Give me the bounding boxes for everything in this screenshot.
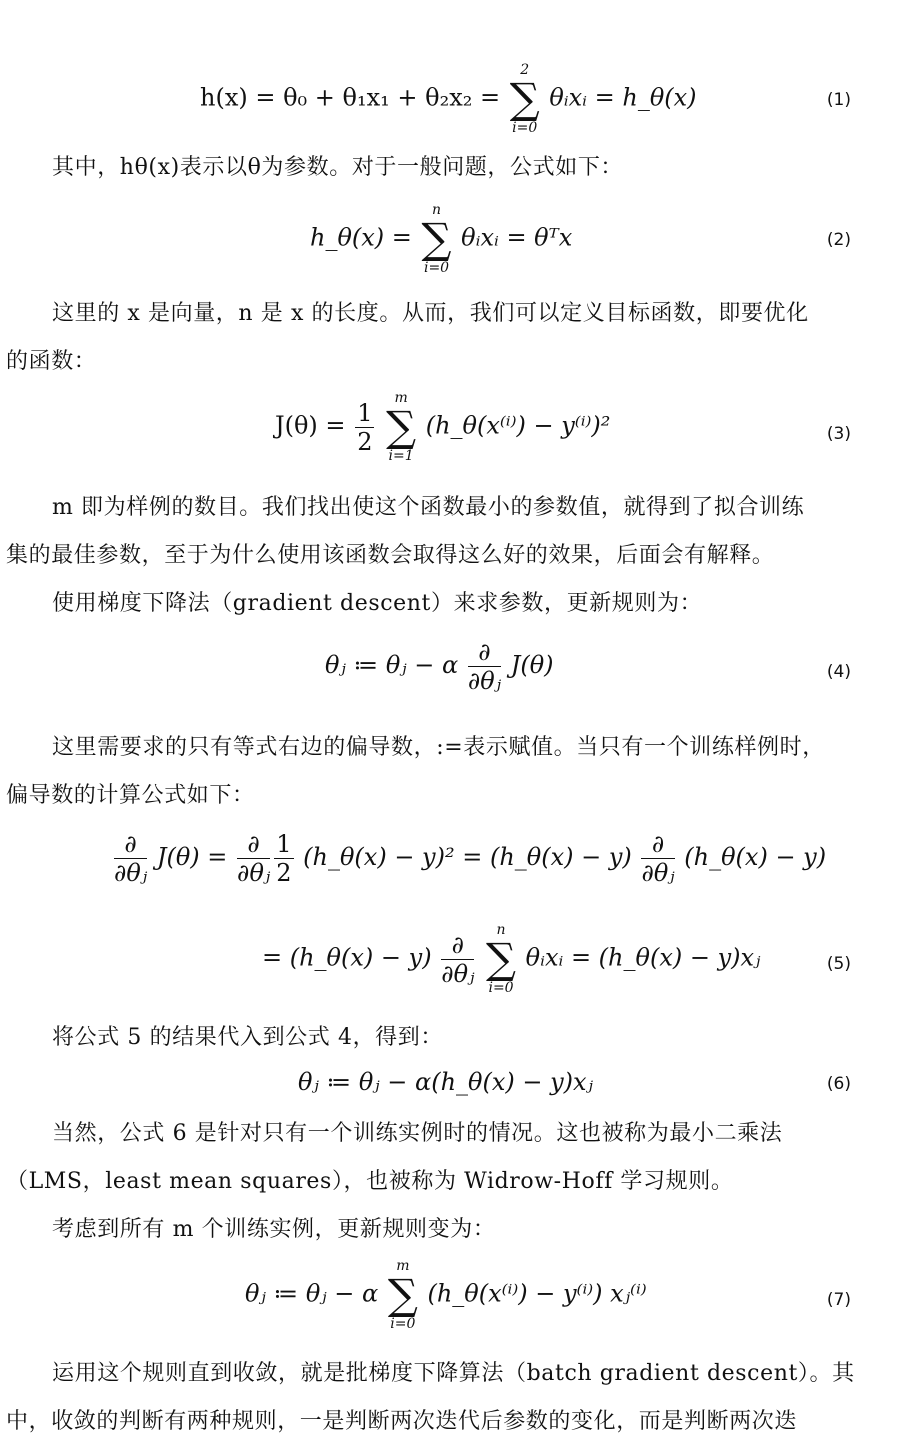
- equation-6: θⱼ ≔ θⱼ − α(h_θ(x) − y)xⱼ (6): [298, 1068, 851, 1096]
- eq4-lhs: θⱼ ≔ θⱼ − α: [325, 651, 459, 679]
- paragraph-9: 运用这个规则直到收敛，就是批梯度下降算法（batch gradient descent）。其 中，收敛的判断有两种规则，一是判断两次迭代后参数的变化，而是判断两次迭: [6, 1361, 855, 1434]
- paragraph-6: 将公式 5 的结果代入到公式 4，得到：: [52, 1025, 443, 1050]
- paragraph-3: m 即为样例的数目。我们找出使这个函数最小的参数值，就得到了拟合训练 集的最佳参数，至于为什么使用该函数会取得这么好的效果，后面会有解释。: [6, 495, 805, 568]
- equation-5-line-1: $\frac{\partial}{\text{∂θⱼ}}$ J(θ) = $\frac{\partial}{\text{∂θⱼ}}$ $\frac{1}{2}$ (h_θ(x) − y)² = (h_θ(x) − y) $\frac{\partial}{\text{∂θⱼ}}$ (h_θ(x) − y): [114, 830, 827, 887]
- eq4-number: (4): [826, 662, 851, 682]
- paragraph-4: 使用梯度下降法（gradient descent）来求参数，更新规则为：: [52, 591, 703, 616]
- summation-symbol: m ∑ i=0: [387, 1258, 418, 1332]
- equation-4: [0, 638, 923, 714]
- paragraph-5: 这里需要求的只有等式右边的偏导数，:=表示赋值。当只有一个训练样例时， 偏导数的计算公式如下：: [6, 735, 825, 808]
- eq3-lhs: J(θ) =: [275, 411, 346, 440]
- equation-1: [0, 58, 923, 148]
- eq2-number: (2): [826, 230, 851, 250]
- paragraph-8: 考虑到所有 m 个训练实例，更新规则变为：: [52, 1217, 496, 1242]
- eq7-number: (7): [826, 1290, 851, 1310]
- eq4-rhs: J(θ): [510, 651, 554, 679]
- eq1-rhs: θᵢxᵢ = h_θ(x): [549, 83, 697, 112]
- fraction-half: $\frac{1}{2}$: [357, 398, 373, 456]
- equation-7: θⱼ ≔ θⱼ − α m ∑ i=0 (h_θ(x⁽ⁱ⁾) − y⁽ⁱ⁾) xⱼ⁽ⁱ⁾ (7): [245, 1258, 851, 1332]
- eq3-number: (3): [826, 424, 851, 444]
- eq6-number: (6): [826, 1074, 851, 1094]
- summation-symbol: n ∑ i=0: [486, 922, 517, 996]
- eq3-rhs: (h_θ(x⁽ⁱ⁾) − y⁽ⁱ⁾)²: [425, 411, 611, 440]
- eq5-number: (5): [826, 954, 851, 974]
- partial-derivative-fraction: $\frac{\partial}{\text{∂θⱼ}}$: [467, 638, 502, 695]
- summation-symbol: 2 ∑ i=0: [509, 62, 540, 136]
- eq2-rhs: θᵢxᵢ = θᵀx: [461, 223, 573, 252]
- summation-symbol: m ∑ i=1: [386, 390, 417, 464]
- eq2-lhs: h_θ(x) =: [310, 223, 412, 252]
- equation-3: [0, 390, 923, 480]
- eq1-lhs: h(x) = θ₀ + θ₁x₁ + θ₂x₂ =: [200, 83, 501, 112]
- eq1-number: (1): [826, 90, 851, 110]
- equation-5-line-2: = (h_θ(x) − y) $\frac{\partial}{\text{∂θⱼ}}$ n ∑ i=0 θᵢxᵢ = (h_θ(x) − y)xⱼ (5): [262, 922, 851, 996]
- paragraph-7: 当然，公式 6 是针对只有一个训练实例时的情况。这也被称为最小二乘法 （LMS，least mean squares），也被称为 Widrow-Hoff 学习规则。: [6, 1121, 783, 1194]
- paragraph-1: 其中，hθ(x)表示以θ为参数。对于一般问题，公式如下：: [52, 155, 624, 180]
- equation-2: [0, 198, 923, 288]
- paragraph-2: 这里的 x 是向量，n 是 x 的长度。从而，我们可以定义目标函数，即要优化 的函数：: [6, 301, 809, 374]
- summation-symbol: n ∑ i=0: [421, 202, 452, 276]
